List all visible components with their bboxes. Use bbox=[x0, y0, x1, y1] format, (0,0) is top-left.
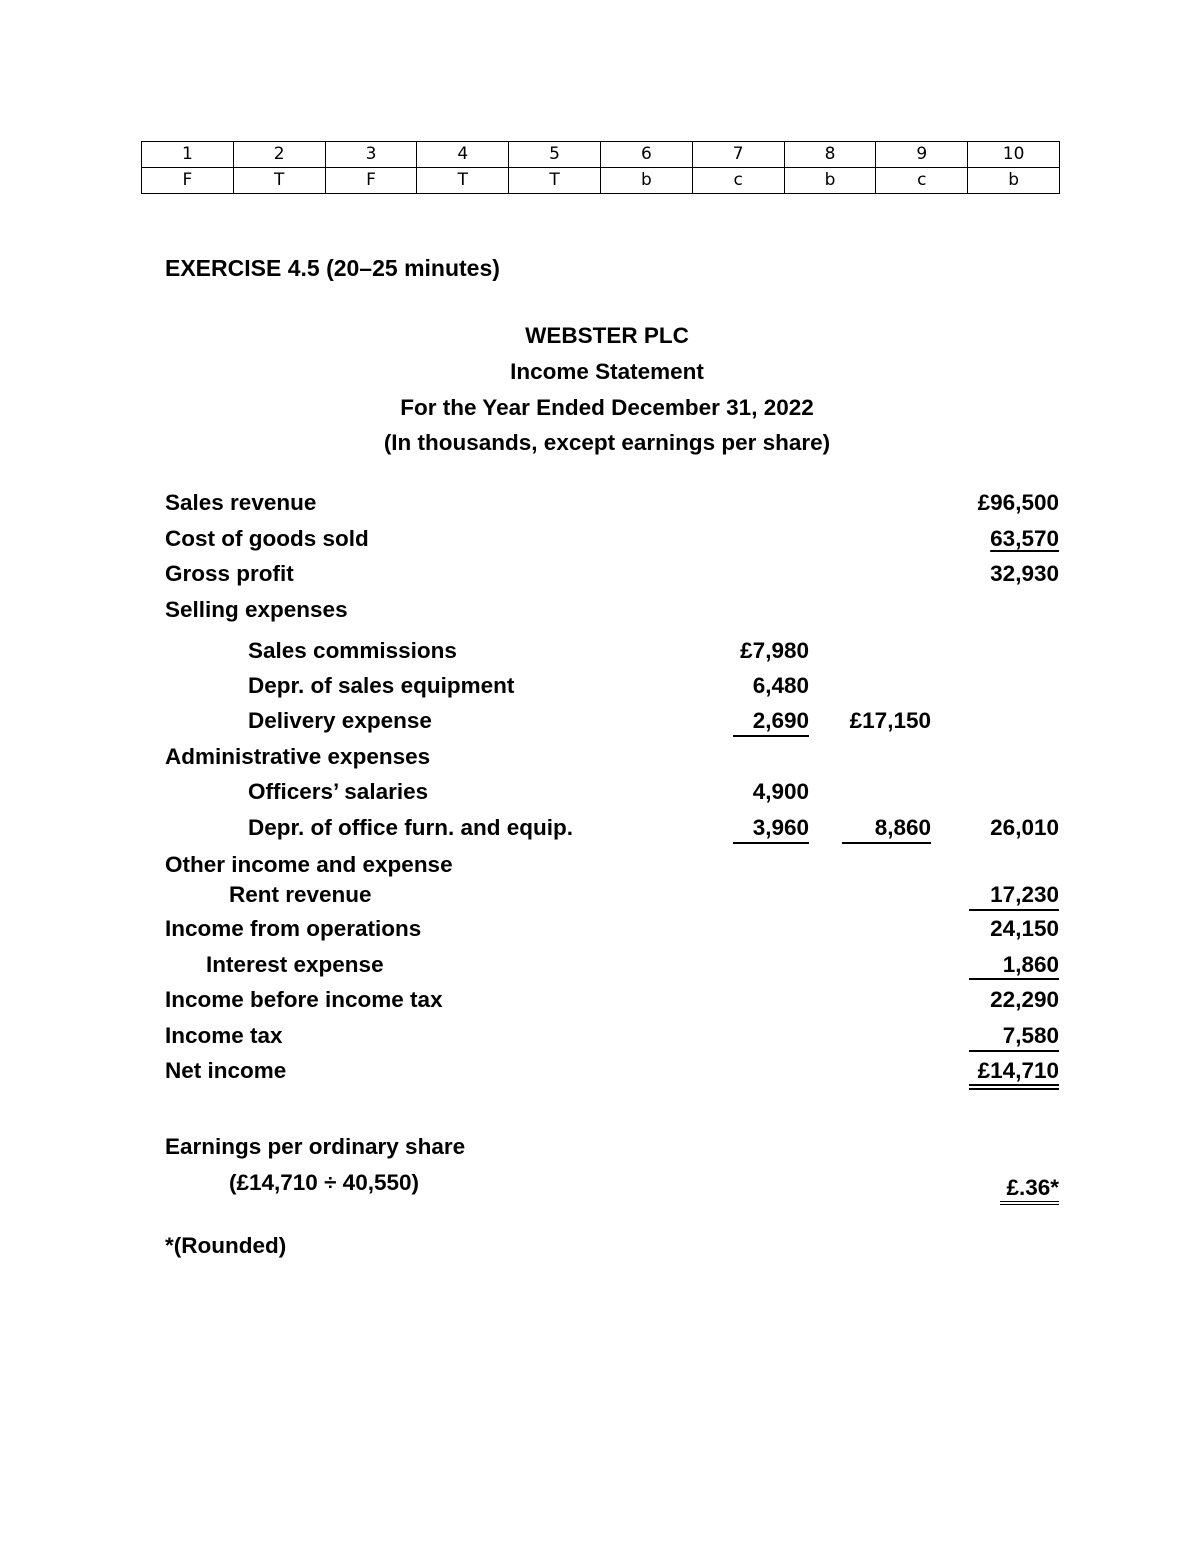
answer-key-answer: T bbox=[417, 168, 509, 194]
answer-key-number: 3 bbox=[325, 142, 417, 168]
answer-key-number: 2 bbox=[233, 142, 325, 168]
section-label: Other income and expense bbox=[165, 852, 453, 877]
answer-key-answer: b bbox=[784, 168, 876, 194]
answer-key-number: 7 bbox=[692, 142, 784, 168]
answer-key-number: 6 bbox=[600, 142, 692, 168]
line-label: (£14,710 ÷ 40,550) bbox=[229, 1170, 419, 1195]
statement-line bbox=[0, 880, 1200, 910]
line-amount: 63,570 bbox=[990, 526, 1059, 551]
underline-rule bbox=[842, 842, 931, 844]
answer-key-answer: b bbox=[968, 168, 1060, 194]
answer-key-answer: F bbox=[325, 168, 417, 194]
line-label: Officers’ salaries bbox=[248, 779, 429, 804]
line-amount: 6,480 bbox=[752, 673, 809, 698]
underline-rule bbox=[733, 735, 809, 737]
statement-line bbox=[0, 1056, 1200, 1086]
statement-line bbox=[0, 1021, 1200, 1051]
underline-rule bbox=[969, 909, 1059, 911]
line-subtotal: £17,150 bbox=[849, 708, 931, 733]
line-amount: 32,930 bbox=[990, 561, 1059, 586]
section-label: Administrative expenses bbox=[165, 744, 431, 769]
double-underline-rule bbox=[1000, 1204, 1059, 1205]
line-label: Cost of goods sold bbox=[165, 526, 369, 551]
line-label: Income from operations bbox=[165, 916, 422, 941]
statement-line bbox=[0, 1168, 1200, 1198]
section-label: Earnings per ordinary share bbox=[165, 1134, 466, 1159]
statement-line bbox=[0, 813, 1200, 843]
answer-key-number: 5 bbox=[509, 142, 601, 168]
line-subtotal: 8,860 bbox=[874, 815, 931, 840]
line-amount: 24,150 bbox=[990, 916, 1059, 941]
line-label: Interest expense bbox=[206, 952, 384, 977]
answer-key-number: 4 bbox=[417, 142, 509, 168]
line-label: Delivery expense bbox=[248, 708, 432, 733]
footnote-text: *(Rounded) bbox=[165, 1233, 287, 1258]
line-label: Sales commissions bbox=[248, 638, 457, 663]
line-label: Rent revenue bbox=[229, 882, 372, 907]
line-amount: 1,860 bbox=[1002, 952, 1059, 977]
statement-line bbox=[0, 636, 1200, 666]
line-total: 26,010 bbox=[990, 815, 1059, 840]
statement-title: Income Statement bbox=[510, 359, 704, 384]
answer-key-answer: T bbox=[233, 168, 325, 194]
line-label: Gross profit bbox=[165, 561, 294, 586]
double-underline-rule bbox=[969, 1088, 1059, 1090]
line-amount: 3,960 bbox=[752, 815, 809, 840]
answer-key-answer: c bbox=[692, 168, 784, 194]
line-label: Income tax bbox=[165, 1023, 283, 1048]
line-amount: £96,500 bbox=[977, 490, 1059, 515]
answer-key-answer: b bbox=[600, 168, 692, 194]
underline-rule bbox=[969, 1050, 1059, 1052]
section-header bbox=[0, 850, 1200, 880]
answer-key-number: 9 bbox=[876, 142, 968, 168]
underline-rule bbox=[969, 978, 1059, 980]
answer-key-answer: T bbox=[509, 168, 601, 194]
statement-line bbox=[0, 985, 1200, 1015]
statement-line bbox=[0, 777, 1200, 807]
line-amount: 22,290 bbox=[990, 987, 1059, 1012]
line-label: Income before income tax bbox=[165, 987, 443, 1012]
exercise-heading: EXERCISE 4.5 (20–25 minutes) bbox=[165, 255, 500, 281]
line-amount: £14,710 bbox=[977, 1058, 1059, 1083]
underline-rule bbox=[733, 842, 809, 844]
double-underline-rule bbox=[969, 1084, 1059, 1086]
section-label: Selling expenses bbox=[165, 597, 348, 622]
section-header bbox=[0, 595, 1200, 625]
answer-key-number: 10 bbox=[968, 142, 1060, 168]
line-amount: £7,980 bbox=[740, 638, 809, 663]
line-label: Sales revenue bbox=[165, 490, 317, 515]
statement-period: For the Year Ended December 31, 2022 bbox=[400, 395, 814, 420]
statement-line bbox=[0, 671, 1200, 701]
footnote bbox=[0, 1231, 1200, 1261]
line-label: Depr. of sales equipment bbox=[248, 673, 515, 698]
statement-line bbox=[0, 559, 1200, 589]
statement-line bbox=[0, 488, 1200, 518]
answer-key-answer: F bbox=[142, 168, 234, 194]
statement-line bbox=[0, 950, 1200, 980]
line-amount: 17,230 bbox=[990, 882, 1059, 907]
answer-key-number: 1 bbox=[142, 142, 234, 168]
line-label: Depr. of office furn. and equip. bbox=[248, 815, 574, 840]
line-amount: 4,900 bbox=[752, 779, 809, 804]
statement-line bbox=[0, 914, 1200, 944]
statement-line bbox=[0, 524, 1200, 554]
company-name: WEBSTER PLC bbox=[525, 323, 689, 348]
answer-key-number: 8 bbox=[784, 142, 876, 168]
section-header bbox=[0, 742, 1200, 772]
statement-line bbox=[0, 706, 1200, 736]
eps-amount: £.36* bbox=[1006, 1175, 1059, 1200]
line-amount: 7,580 bbox=[1002, 1023, 1059, 1048]
line-label: Net income bbox=[165, 1058, 287, 1083]
double-underline-rule bbox=[1000, 1201, 1059, 1202]
line-amount: 2,690 bbox=[752, 708, 809, 733]
answer-key-answer: c bbox=[876, 168, 968, 194]
section-header bbox=[0, 1132, 1200, 1162]
statement-units-note: (In thousands, except earnings per share) bbox=[383, 430, 831, 455]
